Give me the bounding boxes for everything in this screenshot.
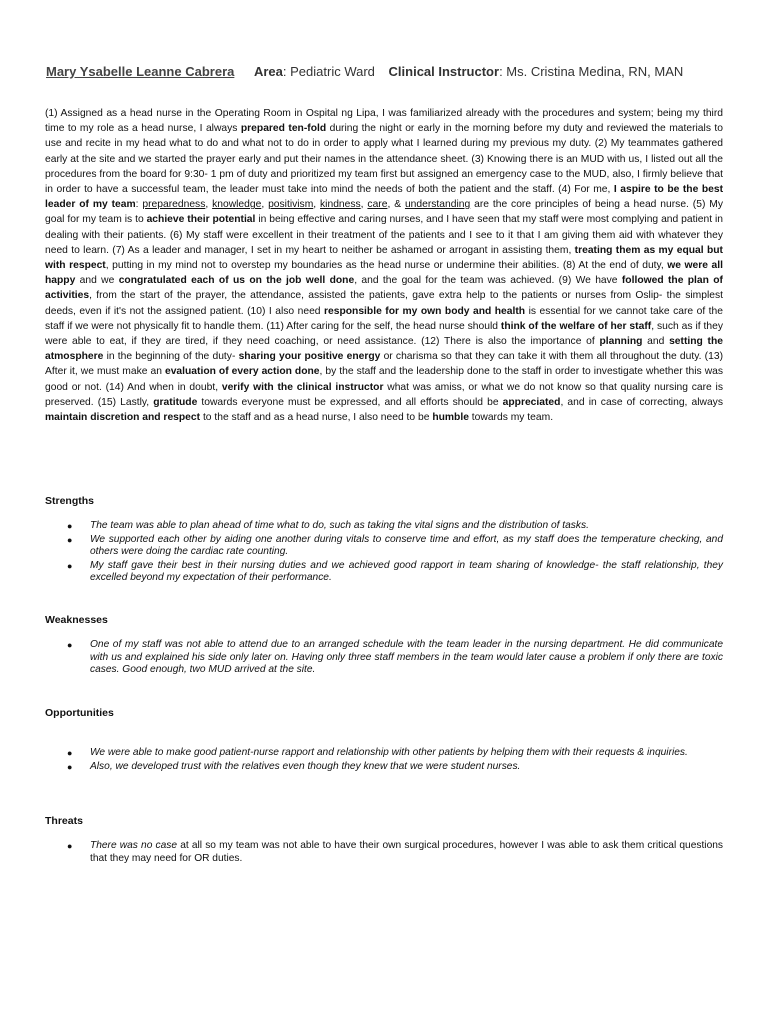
strengths-title: Strengths (45, 495, 95, 507)
opportunities-title: Opportunities (45, 707, 114, 719)
underlined-word: kindness (320, 199, 361, 211)
document-header (46, 64, 683, 79)
bold-phrase: achieve their potential (146, 214, 256, 226)
bold-phrase: prepared ten-fold (240, 123, 327, 135)
text-run: , (360, 199, 368, 211)
bold-phrase: I aspire to be the best leader of my team (45, 184, 723, 211)
bullet-icon: ● (67, 560, 73, 571)
list-item: ● My staff gave their best in their nursing duties and we achieved good rapport in team sharing of knowledge- the staff relationship, they excelled beyond my expectation of their performance. (67, 559, 723, 584)
instructor-label: Clinical Instructor (388, 64, 500, 79)
text-run: , (313, 199, 321, 211)
underlined-word: care (367, 199, 388, 211)
text-run: , by the staff and the leadership done to the staff in order to investigate whether this was good or not. (14) And when in doubt, (45, 366, 724, 393)
bold-phrase: verify with the clinical instructor (221, 381, 384, 393)
bold-phrase: planning (599, 336, 643, 348)
bullet-icon: ● (67, 841, 73, 851)
narrative-paragraph (45, 106, 723, 425)
text-run: are the core principles of being a head nurse. (5) My goal for my team is to (45, 199, 723, 226)
bold-phrase: treating them as my equal but with respect (45, 244, 723, 272)
text-run: , (261, 199, 269, 211)
list-item: ● Also, we developed trust with the relatives even though they knew that we were student nurses. (67, 760, 521, 772)
list-item: ● We were able to make good patient-nurse rapport and relationship with other patients by helping them with their requests & inquiries. (67, 747, 688, 758)
text-run: , & (387, 199, 405, 211)
text-run: towards everyone must be expressed, and all efforts should be (197, 396, 503, 408)
text-run: , putting in my mind not to overstep my boundaries as the head nurse or undermine their abilities. (8) At the end of duty, (105, 260, 668, 272)
area-value: : Pediatric Ward (282, 64, 375, 79)
text-run: : (135, 199, 143, 211)
instructor-value: : Ms. Cristina Medina, RN, MAN (499, 64, 684, 79)
list-item: ● There was no case at all so my team was not able to have their own surgical procedures, however I was able to ask them critical questions that they may need for OR duties. (67, 840, 723, 864)
text-run: is essential for we cannot take care of the staff if we were not physically fit to handle them. (11) After caring for the self, the head nurse should (45, 305, 723, 332)
text-run: and we (75, 275, 119, 287)
bullet-icon: ● (67, 534, 73, 545)
text-run: in being effective and caring nurses, and I have seen that my staff were most complying and patient in dealing with their patients. (6) My staff were excellent in their treatment of the patients and I see to it that I am giving them aid with whatever they need to learn. (7) As a leader and manager, I set in my heart to neither be ashamed or arrogant in assisting them, (45, 214, 723, 256)
text-run: , from the start of the prayer, the attendance, assisted the patients, gave extra help to the patients or nurses from Oslip- the simplest deeds, even if it's not the assigned patient. (10) I also need (45, 290, 723, 317)
underlined-word: positivism (268, 199, 314, 211)
threats-title: Threats (45, 815, 83, 827)
text-run: during the night or early in the morning before my duty and reviewed the materials to use and recite in my head what to do and what not to do in order to apply what I learned during my previous my duty. (2) My teammates gathered early at the site and we started the prayer early and put their names in the attendance sheet. (3) Knowing there is an MUD with us, I listed out all the procedures from the board for 9:30- 1 pm of duty and prioritized my team first but assigned an emergency case to the MUD, also, I firmly believe that in order to have a successful team, the leader must take into mind the needs of both the patient and the staff. (4) For me, (45, 123, 723, 196)
bold-phrase: sharing your positive energy (238, 351, 381, 363)
text-run: , (205, 199, 213, 211)
text-run: to the staff and as a head nurse, I also need to be (200, 412, 433, 424)
bold-phrase: setting the atmosphere (45, 336, 723, 363)
weaknesses-title: Weaknesses (45, 614, 108, 626)
list-item: ● The team was able to plan ahead of time what to do, such as taking the vital signs and the distribution of tasks. (67, 520, 589, 531)
strengths-list (45, 520, 723, 586)
bold-phrase: we were all happy (45, 260, 723, 287)
underlined-word: knowledge (212, 199, 262, 211)
underlined-word: preparedness (142, 199, 206, 211)
weaknesses-list (45, 639, 723, 678)
text-run: in the beginning of the duty- (103, 351, 239, 363)
text-run: , and in case of correcting, always (560, 396, 723, 408)
opportunities-list (45, 747, 723, 774)
underlined-word: understanding (404, 199, 471, 211)
text-run: (1) Assigned as a head nurse in the Operating Room in Ospital ng Lipa, I was familiarized already with the procedures and system; being my third time to my role as a head nurse, I always (45, 108, 723, 135)
bullet-icon: ● (67, 748, 73, 758)
bold-phrase: maintain discretion and respect (45, 412, 201, 424)
bullet-icon: ● (67, 761, 73, 772)
bold-phrase: evaluation of every action done (164, 366, 320, 378)
bold-phrase: followed the plan of activities (45, 275, 723, 302)
bold-phrase: think of the welfare of her staff (500, 320, 652, 332)
text-run: , such as if they were able to eat, if they are tired, if they need coaching, or need assistance. (12) There is also the importance of (45, 320, 723, 348)
bullet-icon: ● (67, 521, 73, 531)
bold-phrase: humble (432, 412, 469, 424)
text-run: and (642, 336, 670, 348)
bold-phrase: responsible for my own body and health (324, 305, 526, 317)
student-name: Mary Ysabelle Leanne Cabrera (46, 64, 235, 79)
list-item: ● We supported each other by aiding one another during vitals to conserve time and effort, as my staff does the temperature checking, and others were doing the cardiac rate counting. (67, 533, 723, 558)
bold-phrase: gratitude (153, 396, 198, 408)
bold-phrase: congratulated each of us on the job well done (118, 275, 355, 287)
text-run: or charisma so that they can take it with them all throughout the duty. (13) After it, we must make an (45, 351, 723, 378)
text-run: towards my team. (468, 412, 554, 424)
list-item: ● One of my staff was not able to attend due to an arranged schedule with the team leader in the nursing department. He did communicate with us and explained his side only later on. Having only three staff members in the team would later cause a problem if only there are toxic cases. Good enough, two MUD arrived at the site. (67, 639, 723, 676)
area-label: Area (253, 64, 283, 79)
bullet-icon: ● (67, 640, 73, 650)
text-run: what was amiss, or what we do not know so that quality nursing care is preserved. (15) Lastly, (45, 381, 723, 408)
threats-list (45, 840, 723, 866)
text-run: , and the goal for the team was achieved. (9) We have (354, 275, 622, 287)
bold-phrase: appreciated (502, 396, 561, 408)
